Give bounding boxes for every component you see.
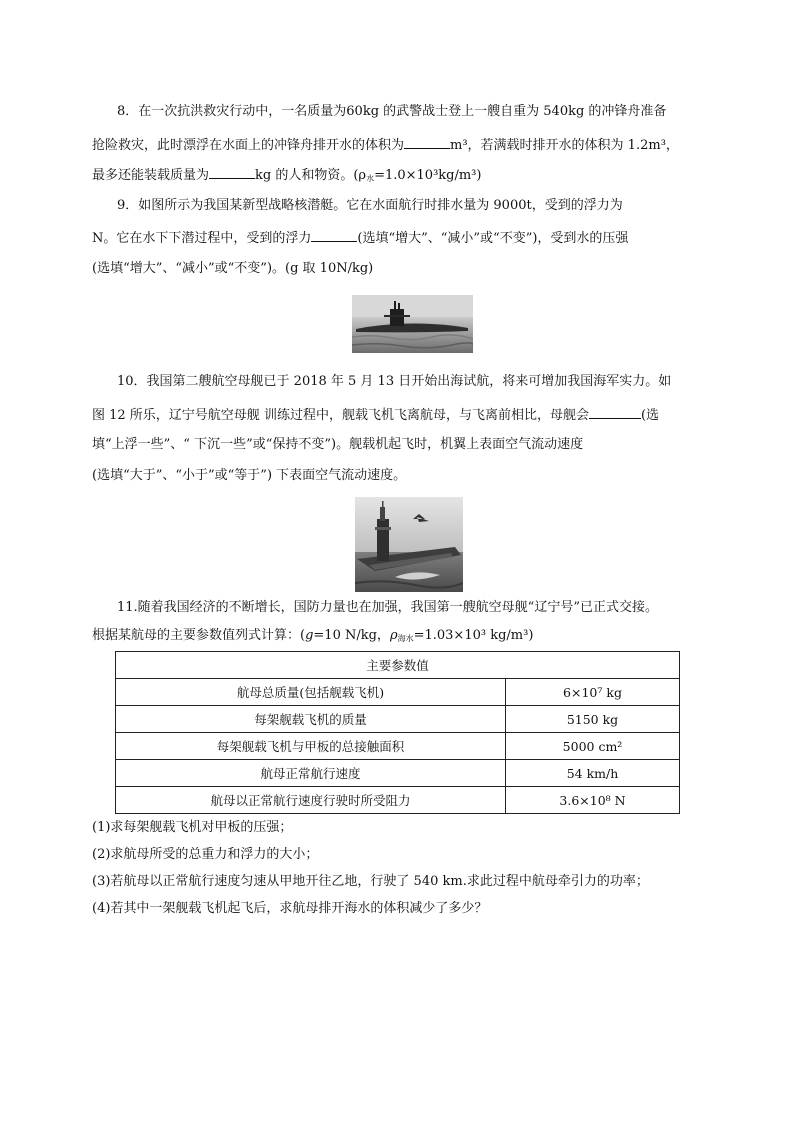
q10-line-4: (选填“大于”、“小于”或“等于”) 下表面空气流动速度。 xyxy=(92,468,407,483)
q9-line-3: (选填“增大”、“减小”或“不变”)。(g 取 10N/kg) xyxy=(92,261,374,276)
param-name: 航母以正常航行速度行驶时所受阻力 xyxy=(116,787,506,814)
table-header: 主要参数值 xyxy=(116,652,680,679)
q8-line-3 xyxy=(92,166,481,187)
q11-text: =10 N/kg， xyxy=(313,628,390,643)
parameters-table xyxy=(115,651,680,814)
q10-line-1: 10．我国第二艘航空母舰已于 2018 年 5 月 13 日开始出海试航，将来可增加我国海军实力。如 xyxy=(117,374,672,389)
q8-text: 抢险救灾，此时漂浮在水面上的冲锋舟排开水的体积为 xyxy=(92,138,405,153)
table-row xyxy=(116,787,680,814)
q11-subquestion-2: (2)求航母所受的总重力和浮力的大小； xyxy=(92,847,319,862)
answer-blank[interactable] xyxy=(311,229,357,242)
q11-subquestion-3: (3)若航母以正常航行速度匀速从甲地开往乙地，行驶了 540 km.求此过程中航母牵引力的功率； xyxy=(92,874,649,889)
q9-line-1: 9．如图所示为我国某新型战略核潜艇。它在水面航行时排水量为 9000t，受到的浮力为 xyxy=(117,198,623,213)
table-row xyxy=(116,706,680,733)
q8-text: m³，若满载时排开水的体积为 1.2m³， xyxy=(450,138,679,153)
table-row xyxy=(116,733,680,760)
table-header-row xyxy=(116,652,680,679)
q11-subquestion-1: (1)求每架舰载飞机对甲板的压强； xyxy=(92,820,293,835)
q11-rho-symbol: ρ xyxy=(389,628,398,643)
param-name: 航母正常航行速度 xyxy=(116,760,506,787)
q8-text: 最多还能装载质量为 xyxy=(92,168,210,183)
aircraft-carrier-image xyxy=(355,497,463,592)
q9-text: N。它在水下下潜过程中，受到的浮力 xyxy=(92,231,312,246)
param-name: 每架舰载飞机的质量 xyxy=(116,706,506,733)
table-row xyxy=(116,679,680,706)
q9-text: (选填“增大”、“减小”或“不变”)，受到水的压强 xyxy=(357,231,629,246)
q11-line-2 xyxy=(92,628,533,647)
q8-text: kg 的人和物资。(ρ xyxy=(255,168,367,183)
answer-blank[interactable] xyxy=(589,406,641,419)
param-value: 5000 cm² xyxy=(506,733,680,760)
param-name: 航母总质量(包括舰载飞机) xyxy=(116,679,506,706)
q11-text: 根据某航母的主要参数值列式计算：( xyxy=(92,628,306,643)
q10-line-2 xyxy=(92,406,659,424)
q9-line-2 xyxy=(92,229,628,247)
q11-subquestion-4: (4)若其中一架舰载飞机起飞后，求航母排开海水的体积减少了多少？ xyxy=(92,901,488,916)
param-value: 6×10⁷ kg xyxy=(506,679,680,706)
q10-text: (选 xyxy=(640,408,660,423)
answer-blank[interactable] xyxy=(404,136,450,149)
q10-text: 图 12 所乐，辽宁号航空母舰 训练过程中，舰载飞机飞离航母，与飞离前相比，母舰会 xyxy=(92,408,589,423)
q10-line-3: 填“上浮一些”、“ 下沉一些”或“保持不变”)。舰载机起飞时，机翼上表面空气流动速度 xyxy=(92,437,584,452)
q11-line-1: 11.随着我国经济的不断增长，国防力量也在加强，我国第一艘航空母舰“辽宁号”已正式交接。 xyxy=(117,600,658,615)
param-name: 每架舰载飞机与甲板的总接触面积 xyxy=(116,733,506,760)
submarine-image xyxy=(352,295,473,353)
q8-subscript: 水 xyxy=(366,174,375,183)
answer-blank[interactable] xyxy=(209,166,255,179)
q8-line-1: 8．在一次抗洪救灾行动中，一名质量为60kg 的武警战士登上一艘自重为 540kg 的冲锋舟准备 xyxy=(117,104,667,119)
q11-subscript: 海水 xyxy=(397,634,414,643)
table-row xyxy=(116,760,680,787)
param-value: 3.6×10⁸ N xyxy=(506,787,680,814)
q11-g-symbol: g xyxy=(305,628,314,643)
q8-text: =1.0×10³kg/m³) xyxy=(374,168,482,183)
param-value: 54 km/h xyxy=(506,760,680,787)
q8-line-2 xyxy=(92,136,679,154)
param-value: 5150 kg xyxy=(506,706,680,733)
q11-text: =1.03×10³ kg/m³) xyxy=(413,628,534,643)
